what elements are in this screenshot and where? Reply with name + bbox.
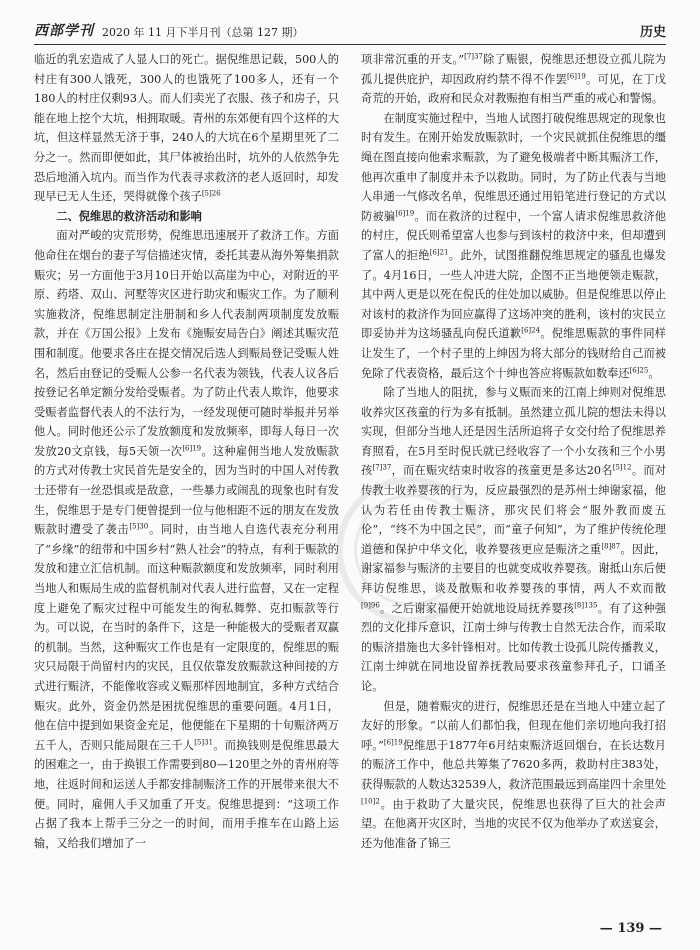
paragraph <box>361 383 666 697</box>
text-run: 。可见，在丁戊奇荒的开始，政府和民众对教赈抱有相当严重的戒心和警惕。 <box>361 72 666 106</box>
body-columns <box>34 50 666 902</box>
citation-ref: [10]2 <box>361 796 380 805</box>
section-label: 历史 <box>639 25 666 40</box>
text-run: 。之后谢家福便开始就地设局抚养婴孩 <box>379 601 575 615</box>
text-run: 但是，随着赈灾的进行，倪维思还是在当地人中建立起了友好的形象。“以前人们都怕我，但现在他们亲切地向我打招呼。” <box>361 699 666 752</box>
citation-ref: [6]19 <box>567 71 586 80</box>
citation-ref: [5]26 <box>201 189 221 198</box>
citation-ref: [6]24 <box>521 326 541 335</box>
citation-ref: [7]37 <box>464 52 483 61</box>
issue-info: 2020 年 11 月下半月刊（总第 127 期） <box>102 26 304 39</box>
text-run: 倪维思于1877年6月结束赈济返回烟台，在长达数月的赈济工作中，他总共筹集了7620多两，救助村庄383处，获得赈款的人数达32539人，救济范围最远到高崖四十余里处 <box>361 738 666 791</box>
citation-ref: [8]87 <box>601 542 621 551</box>
text-run: 。此外，试图推翻倪维思规定的骚乱也爆发了。4月16日，一些人冲进大院，企图不正当地便领走赈款，其中两人更是以死在倪氏的住处加以威胁。但是倪维思以停止对该村的救济作为回应赢得了这场冲突的胜利，该村的灾民立即妥协并为这场骚乱向倪氏道歉 <box>361 248 666 341</box>
citation-ref: [5]12 <box>612 463 632 472</box>
text-run: ，而在赈灾结束时收容的孩童更是多达20名 <box>391 464 613 478</box>
text-run: 。由于救助了大量灾民，倪维思也获得了巨大的社会声望。在他离开灾区时，当地的灾民不仅为他举办了欢送宴会，还为他准备了锦三 <box>361 797 666 850</box>
text-run: 。而对传教士收养婴孩的行为，反应最强烈的是苏州士绅谢家福，他认为若任由传教士赈济，那灾民们将会“服外教而废五伦”，“终不为中国之民”，而“童子何知”，为了维护传统伦理道德和保护中华文化，收养婴孩更应是赈济之重 <box>361 464 666 556</box>
citation-ref: [6]19 <box>182 444 202 453</box>
text-run: 项非常沉重的开支。” <box>361 53 465 66</box>
paragraph <box>361 697 666 854</box>
text-run: 在制度实施过程中，当地人试图打破倪维思规定的现象也时有发生。在刚开始发放赈款时，一个灾民就抓住倪维思的缰绳在图直接向他索求赈款，为了避免极端者中断其赈济工作，他再次重申了制度并未予以救助。同时，为了防止代表与当地人串通一气修改名单，倪维思还通过用铅笔进行登记的方式以防被骗 <box>361 111 666 223</box>
citation-ref: [6]21 <box>429 248 449 257</box>
text-run: 。而换钱则是倪维思最大的困难之一，由于换银工作需要到80—120里之外的青州府等地，往返时间和运送人手都安排制赈济工作的开展带来很大不便。同时，雇佣人手又加重了开支。倪维思提到：“这项工作占据了我本上帮手三分之一的时间，而用手推车在山路上运输，又给我们增加了一 <box>34 738 339 850</box>
text-run: 。而在救济的过程中，一个富人请求倪维思救济他的村庄，倪氏则希望富人也参与到该村的救济中来，但却遭到了富人的拒绝 <box>361 209 666 262</box>
text-run: 。同时，由当地人自选代表充分利用了“乡缘”的纽带和中国乡村“熟人社会”的特点，有利于赈款的发放和建立汇信机制。而这种赈款额度和发放频率，同时利用当地人和赈局生成的监督机制对代表人进行监督，又在一定程度上避免了赈灾过程中可能发生的徇私舞弊、克扣赈款等行为。可以说，在当时的条件下，这是一种能极大的受赈者双赢的机制。当然，这种赈灾工作也是有一定限度的，倪维思的赈灾只局限于尚留村内的灾民，且仅依靠发放赈款这种间接的方式进行赈济，不能像收容或义赈那样因地制宜，多种方式结合赈灾。此外，资金仍然是困扰倪维思的重要问题。4月1日，他在信中提到如果资金充足，他便能在下星期的十旬赈济两万五千人，否则只能局限在三千人 <box>34 523 339 752</box>
citation-ref: [6]25 <box>629 365 649 374</box>
text-run: 。 <box>648 366 660 380</box>
citation-ref: [8]135 <box>574 600 598 609</box>
paragraph <box>34 50 339 207</box>
text-run: 除了赈银，倪维思还想设立孤儿院为孤儿提供庇护，却因政府约禁不得不作罢 <box>361 53 666 86</box>
page-header <box>34 12 666 45</box>
text-run: 。因此，谢家福参与赈济的主要目的也就变成收养婴孩。谢抵山东后便拜访倪维思，谈及散赈和收养婴孩的事情，两人不欢而散 <box>361 542 666 596</box>
section-heading: 二、倪维思的救济活动和影响 <box>56 208 202 223</box>
citation-ref: [9]96 <box>361 600 380 609</box>
citation-ref: [7]37 <box>372 463 392 472</box>
text-run: 。这种雇佣当地人发放赈款的方式对传教士灾民首先是安全的，因为当时的中国人对传教士还带有一丝恐惧或是敌意，一些暴力或闹乱的现象也时有发生，倪维思于是专门便曾提到一位与他相距不远的朋友在发放赈款时遭受了袭击 <box>34 444 339 537</box>
right-column <box>361 50 666 902</box>
left-column <box>34 50 339 902</box>
text-run: 临近的乳宏造成了人显人口的死亡。据倪维思记载，500人的村庄有300人饿死，300人的也饿死了100多人，还有一个180人的村庄仅剩93人。而人们卖光了衣服、孩子和房子，只能在地上挖个大坑，相拥取暖。青州的东郊便有四个这样的大坑，但这样显然无济于事，240人的大坑在6个星期里死了二分之一。然而即便如此，其尸体被抬出时，坑外的人依然争先恐后地涌入坑内。而当作为代表寻求救济的老人返回时，却发现早已无人生还，哭得就像个孩子 <box>34 53 339 204</box>
citation-ref: [5]30 <box>129 522 149 531</box>
paragraph <box>361 109 666 383</box>
text-run: 。有了这种强烈的文化排斥意识，江南士绅与传教士自然无法合作，而采取的赈济措施也大多针锋相对。比如传教士设孤儿院传播教义，江南士绅就在同地设留养抚教局要求孩童参拜孔子，口诵圣论。 <box>361 601 666 693</box>
text-run: 除了当地人的阻扰，参与义赈而来的江南上绅则对倪维思收养灾区孩童的行为多有抵制。虽然建立孤儿院的想法未得以实现，但部分当地人还是因生活所迫将子女交付给了倪维思养育照看，在5月至时倪氏就已经收容了一个小女孩和三个小男孩 <box>361 386 666 478</box>
text-run: 面对严峻的灾荒形势，倪维思迅速展开了救济工作。方面他命住在烟台的妻子写信描述灾情，委托其妻从海外筹集捐款赈灾；另一方面他于3月10日开始以高崖为中心，对附近的平原、药塔、双山、河墅等灾区进行助灾和赈灾工作。为了顺利实施救济，倪维思制定注册制和乡人代表制两项制度发放赈款，并在《万国公报》上发布《施赈安局告白》阐述其赈灾范围和制度。他要求各庄在提交情况后选人到赈局登记受赈人姓名，然后由登记的受赈人公参一名代表为领钱，代表人议各后按登记名单定额分发给受赈者。为了防止代表人欺诈，他要求受赈者监督代表人的不法行为，一经发现便可随时举报并另举他人。同时他还公示了发放额度和发放频率，即每人每日一次发放20文京钱，每5天领一次 <box>34 229 339 458</box>
paragraph <box>34 226 339 853</box>
paragraph <box>361 50 666 109</box>
journal-title: 西部学刊 <box>34 23 94 39</box>
header-left <box>34 20 303 40</box>
citation-ref: [6]19 <box>395 209 415 218</box>
citation-ref: [6]19 <box>383 738 403 747</box>
page-number: — 139 — <box>599 921 662 936</box>
text-run: 。倪维思赈款的事件同样让发生了，一个村子里的上绅因为将大部分的钱财给自己而被免除了代表资格，最后这个十绅也答应将赈款如数奉还 <box>361 327 666 380</box>
citation-ref: [5]31 <box>194 738 214 747</box>
